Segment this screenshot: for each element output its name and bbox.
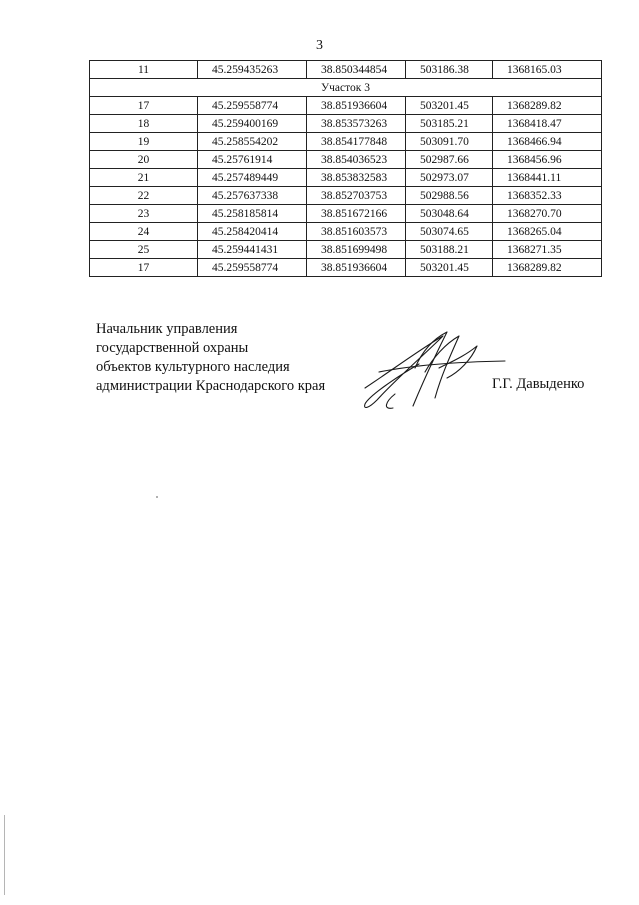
point-number-cell: 21 <box>90 169 198 187</box>
longitude-cell: 38.851699498 <box>307 241 406 259</box>
table-row <box>90 205 602 223</box>
section-label: Участок 3 <box>90 79 602 97</box>
y-coordinate-cell: 1368456.96 <box>493 151 602 169</box>
latitude-cell: 45.25761914 <box>198 151 307 169</box>
x-coordinate-cell: 503201.45 <box>406 259 493 277</box>
scan-margin-mark <box>4 815 5 895</box>
table-row <box>90 133 602 151</box>
y-coordinate-cell: 1368270.70 <box>493 205 602 223</box>
x-coordinate-cell: 503091.70 <box>406 133 493 151</box>
table-row <box>90 151 602 169</box>
latitude-cell: 45.257489449 <box>198 169 307 187</box>
y-coordinate-cell: 1368289.82 <box>493 259 602 277</box>
latitude-cell: 45.257637338 <box>198 187 307 205</box>
longitude-cell: 38.852703753 <box>307 187 406 205</box>
point-number-cell: 18 <box>90 115 198 133</box>
point-number-cell: 17 <box>90 259 198 277</box>
latitude-cell: 45.259558774 <box>198 97 307 115</box>
longitude-cell: 38.851603573 <box>307 223 406 241</box>
coordinates-table-body <box>90 61 602 277</box>
coordinates-table <box>89 60 602 277</box>
x-coordinate-cell: 503185.21 <box>406 115 493 133</box>
latitude-cell: 45.258420414 <box>198 223 307 241</box>
x-coordinate-cell: 503074.65 <box>406 223 493 241</box>
signatory-title-line: объектов культурного наследия <box>96 359 290 375</box>
point-number-cell: 24 <box>90 223 198 241</box>
point-number-cell: 23 <box>90 205 198 223</box>
point-number-cell: 22 <box>90 187 198 205</box>
signatory-title <box>96 320 325 396</box>
table-row <box>90 97 602 115</box>
point-number-cell: 25 <box>90 241 198 259</box>
x-coordinate-cell: 503186.38 <box>406 61 493 79</box>
latitude-cell: 45.259441431 <box>198 241 307 259</box>
y-coordinate-cell: 1368441.11 <box>493 169 602 187</box>
latitude-cell: 45.258185814 <box>198 205 307 223</box>
longitude-cell: 38.854177848 <box>307 133 406 151</box>
table-row <box>90 61 602 79</box>
y-coordinate-cell: 1368271.35 <box>493 241 602 259</box>
longitude-cell: 38.854036523 <box>307 151 406 169</box>
signatory-title-line: государственной охраны <box>96 340 249 356</box>
x-coordinate-cell: 503201.45 <box>406 97 493 115</box>
point-number-cell: 20 <box>90 151 198 169</box>
signatory-name: Г.Г. Давыденко <box>492 376 585 392</box>
table-row <box>90 169 602 187</box>
table-row <box>90 259 602 277</box>
x-coordinate-cell: 502973.07 <box>406 169 493 187</box>
y-coordinate-cell: 1368165.03 <box>493 61 602 79</box>
table-row <box>90 187 602 205</box>
table-row <box>90 223 602 241</box>
point-number-cell: 19 <box>90 133 198 151</box>
y-coordinate-cell: 1368466.94 <box>493 133 602 151</box>
point-number-cell: 11 <box>90 61 198 79</box>
y-coordinate-cell: 1368418.47 <box>493 115 602 133</box>
y-coordinate-cell: 1368265.04 <box>493 223 602 241</box>
x-coordinate-cell: 503188.21 <box>406 241 493 259</box>
y-coordinate-cell: 1368352.33 <box>493 187 602 205</box>
longitude-cell: 38.853573263 <box>307 115 406 133</box>
signatory-title-line: Начальник управления <box>96 321 238 337</box>
latitude-cell: 45.258554202 <box>198 133 307 151</box>
latitude-cell: 45.259558774 <box>198 259 307 277</box>
page-number: 3 <box>316 38 323 53</box>
x-coordinate-cell: 502987.66 <box>406 151 493 169</box>
scan-speck <box>156 496 158 498</box>
point-number-cell: 17 <box>90 97 198 115</box>
y-coordinate-cell: 1368289.82 <box>493 97 602 115</box>
latitude-cell: 45.259435263 <box>198 61 307 79</box>
signatory-title-line: администрации Краснодарского края <box>96 378 326 394</box>
longitude-cell: 38.850344854 <box>307 61 406 79</box>
handwritten-signature <box>355 328 515 414</box>
longitude-cell: 38.851672166 <box>307 205 406 223</box>
x-coordinate-cell: 502988.56 <box>406 187 493 205</box>
longitude-cell: 38.853832583 <box>307 169 406 187</box>
x-coordinate-cell: 503048.64 <box>406 205 493 223</box>
table-row <box>90 115 602 133</box>
latitude-cell: 45.259400169 <box>198 115 307 133</box>
longitude-cell: 38.851936604 <box>307 97 406 115</box>
section-row <box>90 79 602 97</box>
table-row <box>90 241 602 259</box>
longitude-cell: 38.851936604 <box>307 259 406 277</box>
